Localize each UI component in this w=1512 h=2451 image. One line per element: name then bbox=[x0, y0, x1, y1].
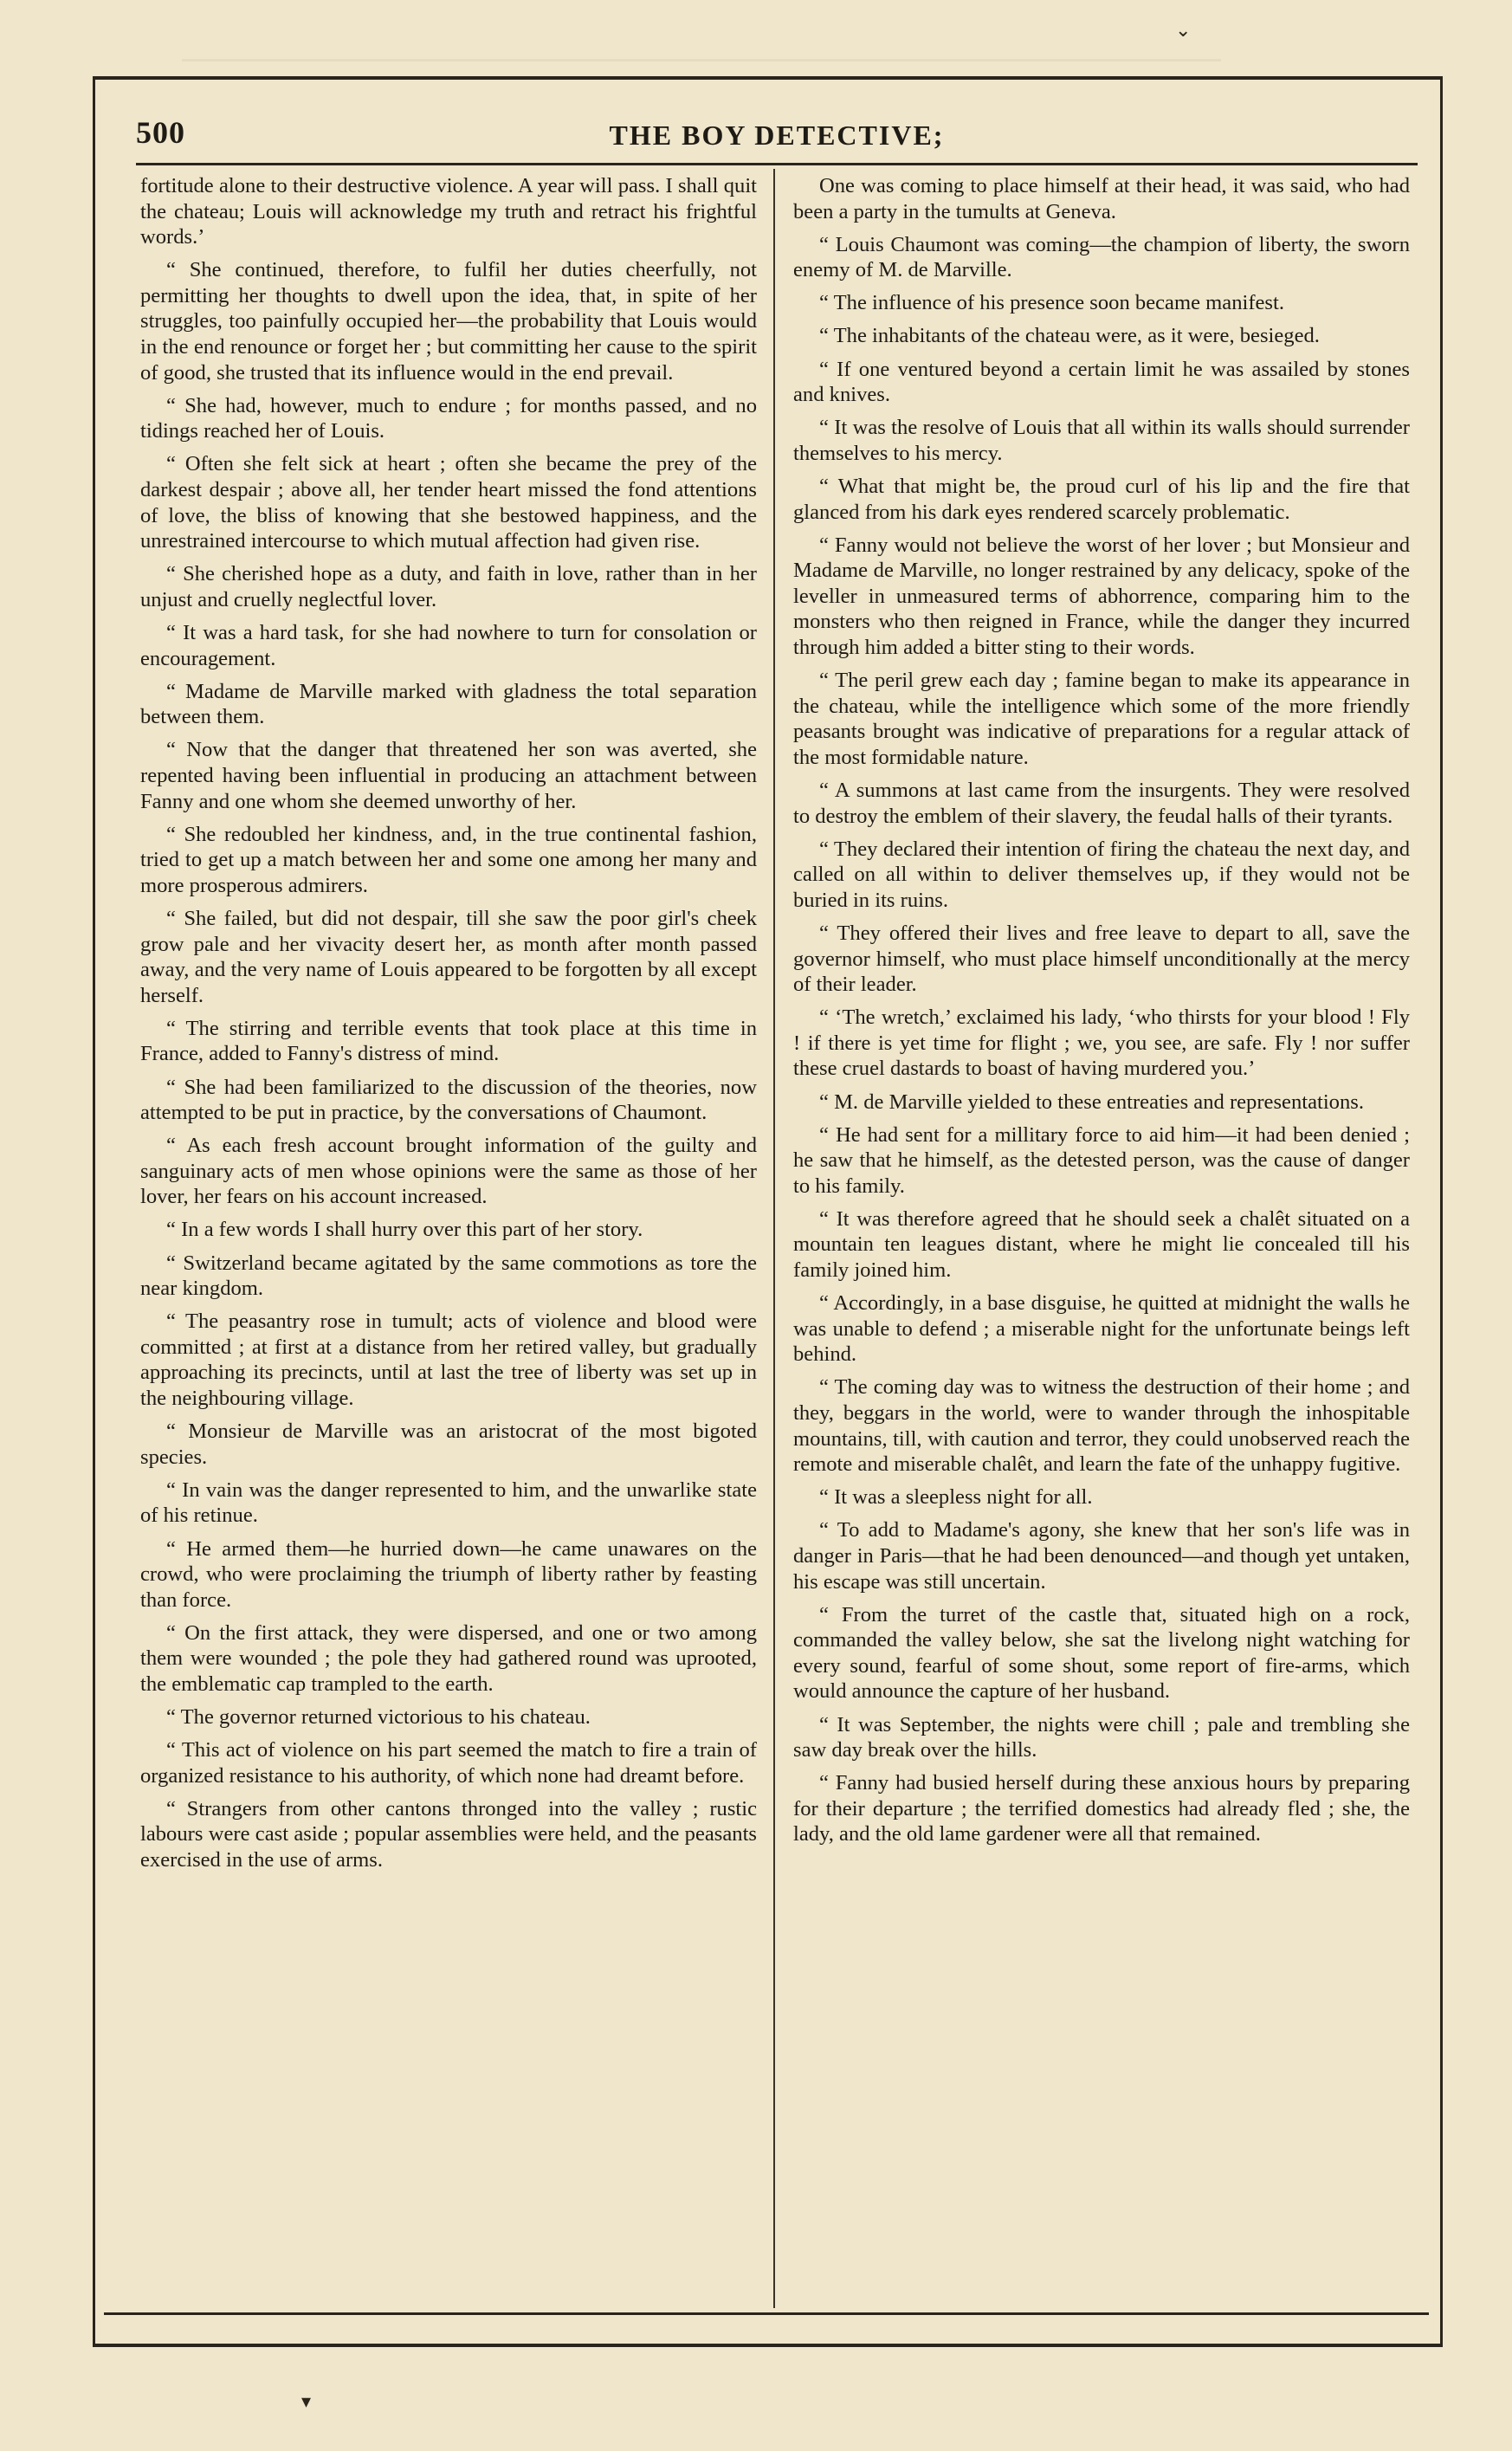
header-rule bbox=[136, 163, 1418, 165]
column-divider bbox=[773, 169, 775, 2308]
paragraph: fortitude alone to their destructive violence. A year will pass. I shall quit the chateau; Louis will acknowledge my truth and retract his frightful words.’ bbox=[140, 174, 757, 249]
paragraph: “ She cherished hope as a duty, and faith in love, rather than in her unjust and cruelly neglectful lover. bbox=[140, 562, 757, 611]
paragraph: “ In vain was the danger represented to him, and the unwarlike state of his retinue. bbox=[140, 1478, 757, 1528]
paragraph: “ He had sent for a millitary force to aid him—it had been denied ; he saw that he himself, as the detested person, was the cause of danger to his family. bbox=[793, 1122, 1410, 1198]
bottom-rule bbox=[104, 2312, 1429, 2315]
paragraph: “ It was the resolve of Louis that all within its walls should surrender themselves to his mercy. bbox=[793, 416, 1410, 465]
paragraph: “ The peasantry rose in tumult; acts of violence and blood were committed ; at first at a distance from her retired valley, but gradually approaching its precincts, until at last the tree of liberty was set up in the neighbouring village. bbox=[140, 1310, 757, 1411]
left-column bbox=[140, 173, 757, 2304]
paragraph: “ She failed, but did not despair, till she saw the poor girl's cheek grow pale and her vivacity desert her, as month after month passed away, and the very name of Louis appeared to be forgotten by all except herself. bbox=[140, 906, 757, 1007]
paragraph: “ Switzerland became agitated by the same commotions as tore the near kingdom. bbox=[140, 1251, 757, 1301]
running-title: THE BOY DETECTIVE; bbox=[609, 120, 945, 151]
paragraph: “ She had, however, much to endure ; for months passed, and no tidings reached her of Louis. bbox=[140, 393, 757, 443]
paragraph: “ This act of violence on his part seemed the match to fire a train of organized resistance to his authority, of which none had dreamt before. bbox=[140, 1738, 757, 1788]
paragraph: “ The governor returned victorious to his chateau. bbox=[166, 1705, 591, 1730]
paragraph: “ Often she felt sick at heart ; often she became the prey of the darkest despair ; above all, her tender heart missed the fond attentions of love, the bliss of knowing that she bestowed happiness, and the unrestrained intercourse to which mutual affection had given rise. bbox=[140, 452, 757, 553]
paragraph: “ ‘The wretch,’ exclaimed his lady, ‘who thirsts for your blood ! Fly ! if there is yet time for flight ; we, you see, are safe. Fly ! nor suffer these cruel dastards to boast of having murdered you.’ bbox=[793, 1006, 1410, 1081]
paragraph: “ She had been familiarized to the discussion of the theories, now attempted to be put in practice, by the conversations of Chaumont. bbox=[140, 1075, 757, 1125]
paragraph: “ If one ventured beyond a certain limit he was assailed by stones and knives. bbox=[793, 357, 1410, 407]
paragraph: “ It was a hard task, for she had nowhere to turn for consolation or encouragement. bbox=[140, 621, 757, 670]
paragraph: “ What that might be, the proud curl of his lip and the fire that glanced from his dark eyes rendered scarcely problematic. bbox=[793, 474, 1410, 524]
paragraph: “ Fanny had busied herself during these anxious hours by preparing for their departure ; the terrified domestics had already fled ; she, the lady, and the old lame gardener were all that remained. bbox=[793, 1771, 1410, 1846]
paragraph: “ From the turret of the castle that, situated high on a rock, commanded the valley below, she sat the livelong night watching for every sound, fearful of some shout, some report of fire-arms, which would announce the capture of her husband. bbox=[793, 1602, 1410, 1704]
paragraph: “ Fanny would not believe the worst of her lover ; but Monsieur and Madame de Marville, no longer restrained by any delicacy, spoke of the leveller in unmeasured terms of abhorrence, comparing him to the monsters who then reigned in France, while the danger they incurred through him added a bitter sting to their words. bbox=[793, 533, 1410, 659]
paragraph: “ The influence of his presence soon became manifest. bbox=[819, 291, 1284, 315]
paragraph: “ In a few words I shall hurry over this part of her story. bbox=[166, 1218, 643, 1242]
paragraph: “ He armed them—he hurried down—he came unawares on the crowd, who were proclaiming the triumph of liberty rather by feasting than force. bbox=[140, 1536, 757, 1612]
top-tick-mark: ⌄ bbox=[1175, 19, 1192, 41]
paragraph: “ A summons at last came from the insurgents. They were resolved to destroy the emblem of their slavery, the feudal halls of their tyrants. bbox=[793, 778, 1410, 828]
page-number: 500 bbox=[136, 115, 185, 150]
paragraph: “ They offered their lives and free leave to depart to all, save the governor himself, who must place himself unconditionally at the mercy of their leader. bbox=[793, 921, 1410, 997]
paragraph: “ Louis Chaumont was coming—the champion of liberty, the sworn enemy of M. de Marville. bbox=[793, 232, 1410, 282]
paragraph: “ Accordingly, in a base disguise, he quitted at midnight the walls he was unable to defend ; a miserable night for the unfortunate beings left behind. bbox=[793, 1291, 1410, 1367]
paragraph: One was coming to place himself at their head, it was said, who had been a party in the tumults at Geneva. bbox=[793, 174, 1410, 223]
paragraph: “ The inhabitants of the chateau were, as it were, besieged. bbox=[819, 324, 1320, 348]
paragraph: “ Madame de Marville marked with gladness the total separation between them. bbox=[140, 679, 757, 729]
paragraph: “ On the first attack, they were dispersed, and one or two among them were wounded ; the pole they had gathered round was uprooted, the emblematic cap trampled to the earth. bbox=[140, 1620, 757, 1696]
page-header bbox=[136, 114, 1418, 159]
paragraph: “ Monsieur de Marville was an aristocrat of the most bigoted species. bbox=[140, 1420, 757, 1469]
paragraph: “ Now that the danger that threatened her son was averted, she repented having been influential in producing an attachment between Fanny and one whom she deemed unworthy of her. bbox=[140, 738, 757, 813]
paragraph: “ As each fresh account brought information of the guilty and sanguinary acts of men whose opinions were the same as those of her lover, her fears on his account increased. bbox=[140, 1134, 757, 1209]
bottom-ink-mark: ▾ bbox=[301, 2390, 312, 2412]
paragraph: “ M. de Marville yielded to these entreaties and representations. bbox=[819, 1090, 1364, 1114]
paragraph: “ The peril grew each day ; famine began to make its appearance in the chateau, while the intelligence which some of the more friendly peasants brought was indicative of preparations for a regular attack of the most formidable nature. bbox=[793, 669, 1410, 769]
paragraph: “ The stirring and terrible events that took place at this time in France, added to Fanny's distress of mind. bbox=[140, 1016, 757, 1066]
paragraph: “ It was a sleepless night for all. bbox=[819, 1485, 1093, 1510]
paragraph: “ It was September, the nights were chill ; pale and trembling she saw day break over the hills. bbox=[793, 1712, 1410, 1762]
paragraph: “ She redoubled her kindness, and, in the true continental fashion, tried to get up a match between her and some one among her many and more prosperous admirers. bbox=[140, 822, 757, 897]
bleed-through-rule bbox=[182, 59, 1221, 61]
right-column bbox=[793, 173, 1410, 2304]
paragraph: “ She continued, therefore, to fulfil her duties cheerfully, not permitting her thoughts to dwell upon the idea, that, in spite of her struggles, too painfully occupied her—the probability that Louis would in the end renounce or forget her ; but committing her cause to the spirit of good, she trusted that its influence would in the end prevail. bbox=[140, 258, 757, 385]
paragraph: “ The coming day was to witness the destruction of their home ; and they, beggars in the world, were to wander through the inhospitable mountains, till, with caution and terror, they could unobserved reach the remote and miserable chalêt, and learn the fate of the unhappy fugitive. bbox=[793, 1375, 1410, 1477]
paragraph: “ They declared their intention of firing the chateau the next day, and called on all within to deliver themselves up, if they would not be buried in its ruins. bbox=[793, 837, 1410, 912]
paragraph: “ To add to Madame's agony, she knew that her son's life was in danger in Paris—that he had been denounced—and though yet untaken, his escape was still uncertain. bbox=[793, 1518, 1410, 1594]
paragraph: “ Strangers from other cantons thronged into the valley ; rustic labours were cast aside ; popular assemblies were held, and the peasants exercised in the use of arms. bbox=[140, 1796, 757, 1872]
paragraph: “ It was therefore agreed that he should seek a chalêt situated on a mountain ten leagues distant, where he might lie concealed till his family joined him. bbox=[793, 1206, 1410, 1283]
